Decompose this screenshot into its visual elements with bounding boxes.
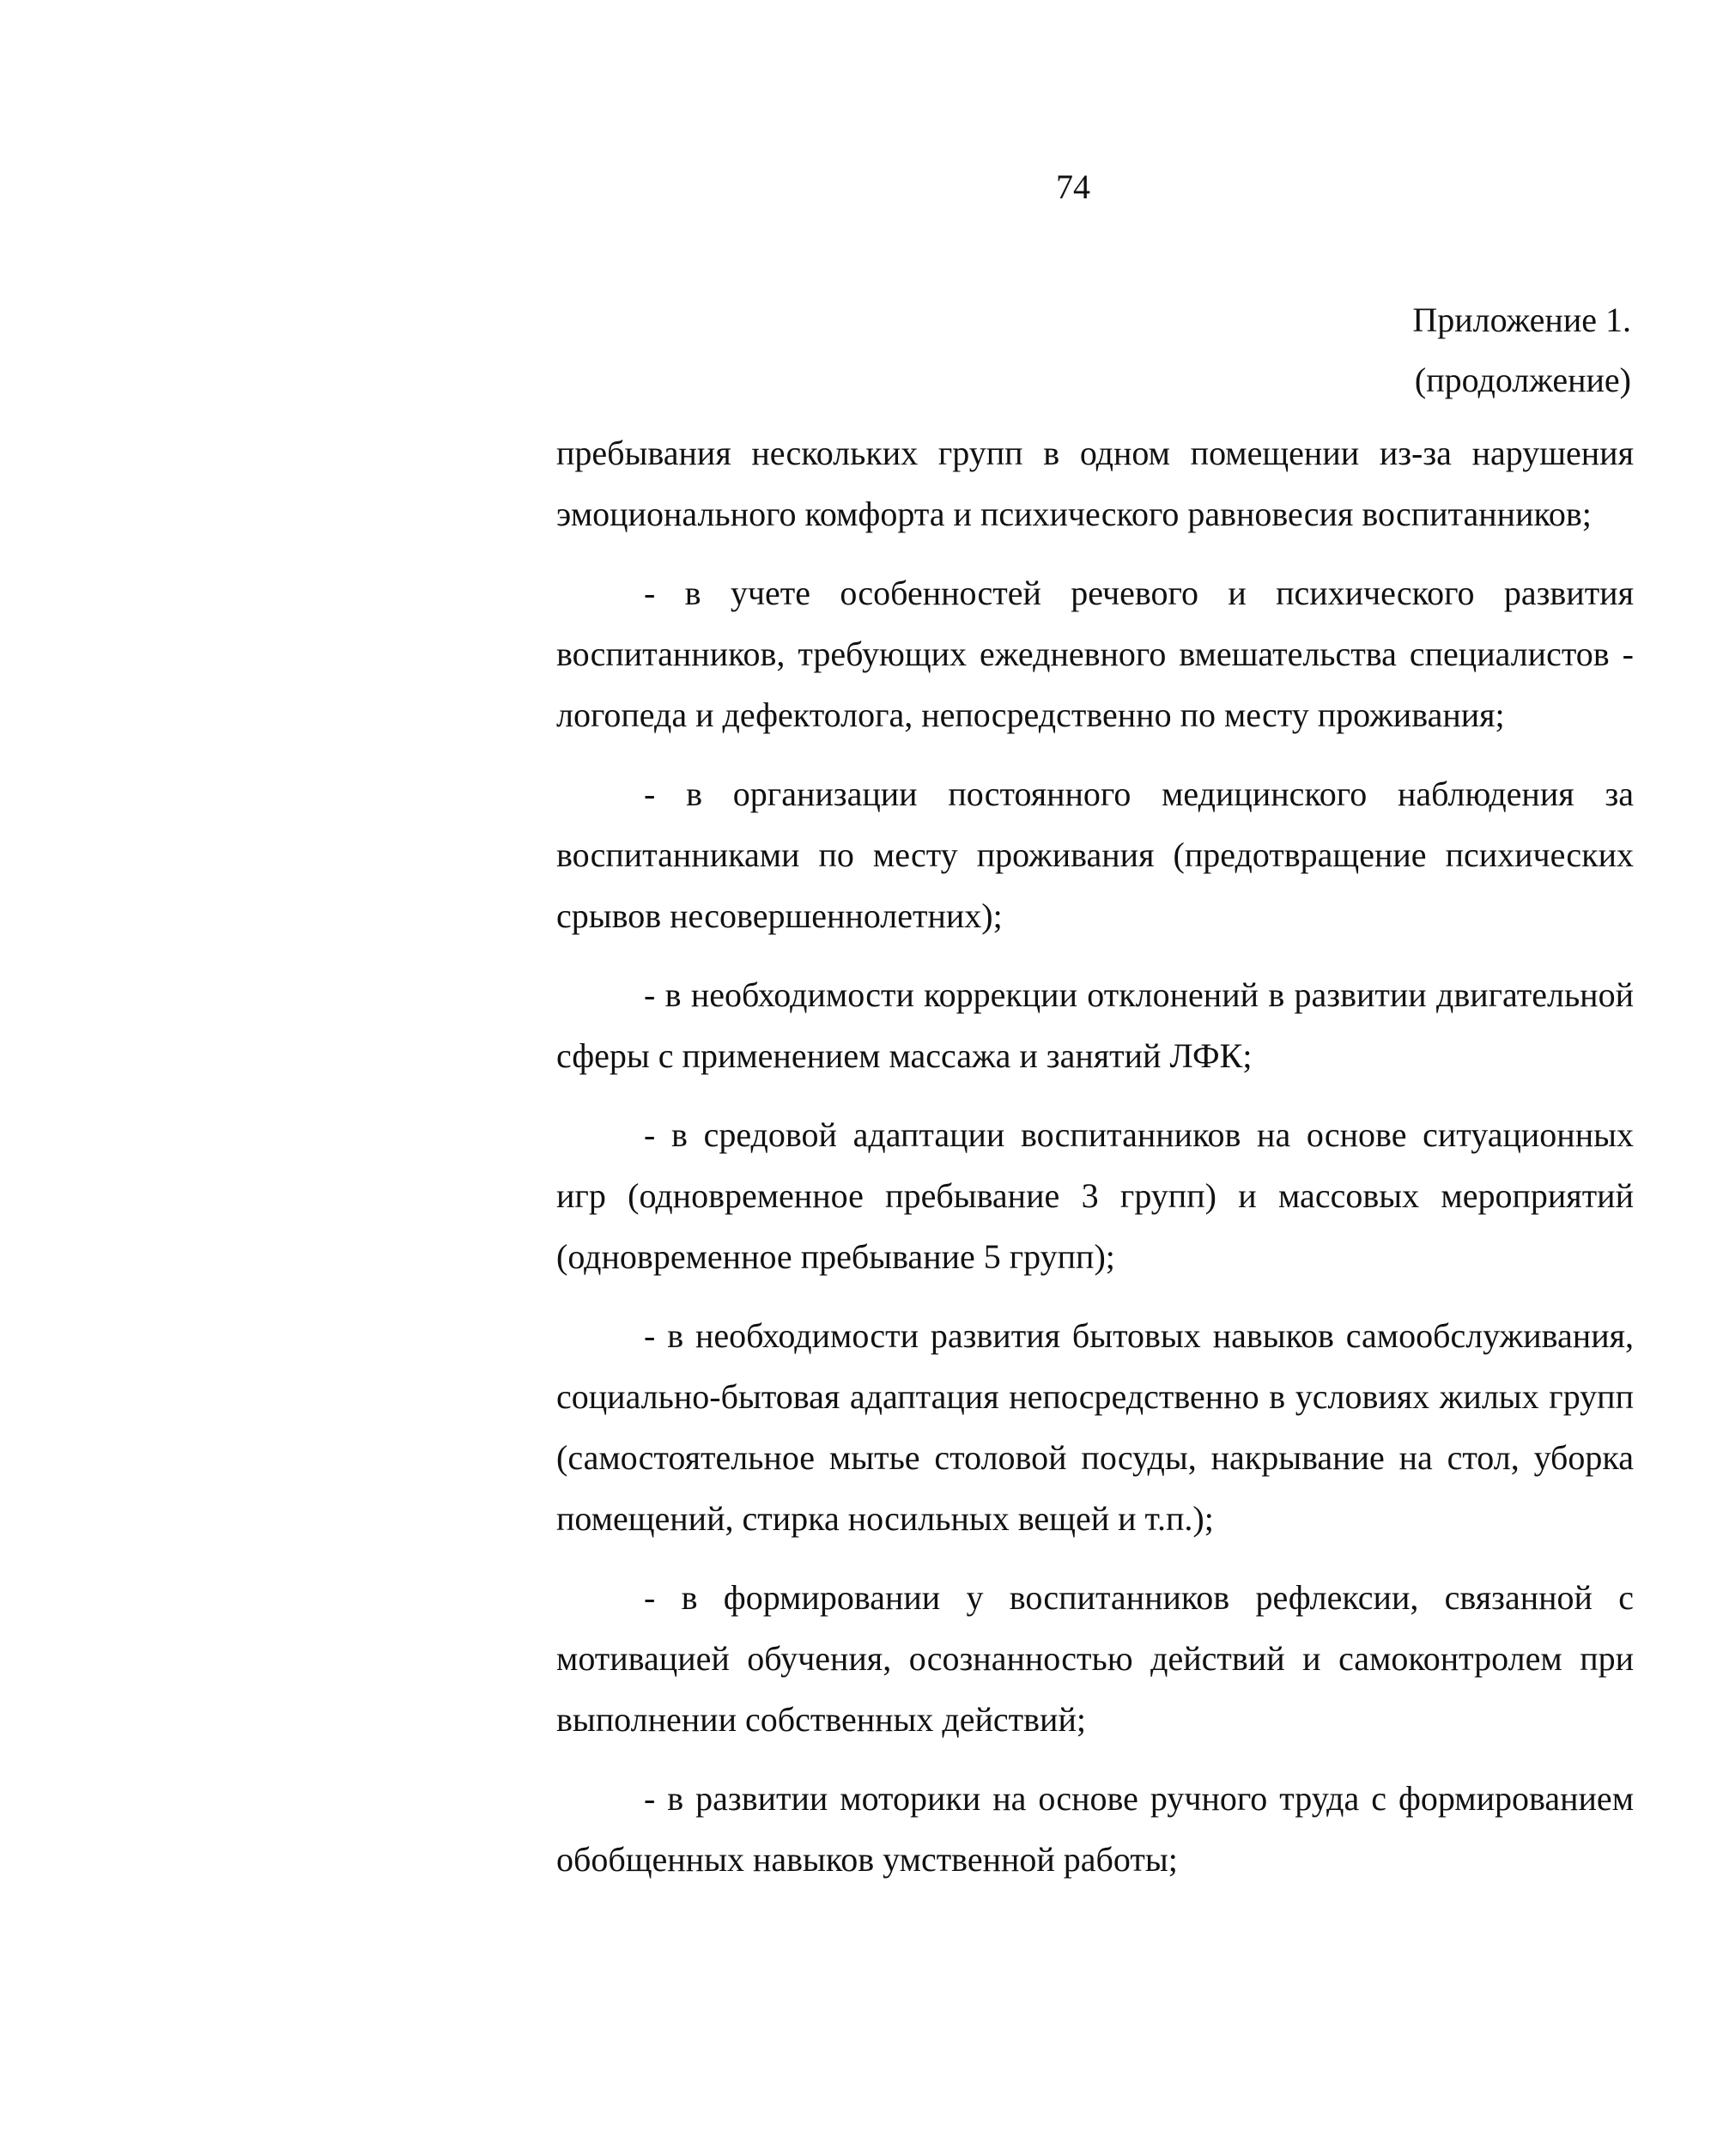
appendix-header — [1030, 290, 1631, 410]
list-item: - в учете особенностей речевого и психического развития воспитанников, требующих ежедневного вмешательства специалистов - логопеда и дефектолога, непосредственно по месту проживания; — [556, 574, 1634, 734]
list-item: - в развитии моторики на основе ручного труда с формированием обобщенных навыков умственной работы; — [556, 1779, 1634, 1879]
list-item: - в средовой адаптации воспитанников на основе ситуационных игр (одновременное пребывание 3 групп) и массовых мероприятий (одновременное пребывание 5 групп); — [556, 1115, 1634, 1276]
body-text — [556, 422, 1634, 1908]
page-number: 74 — [1056, 167, 1090, 206]
appendix-continuation: (продолжение) — [1414, 361, 1631, 399]
list-item: - в необходимости развития бытовых навыков самообслуживания, социально-бытовая адаптация непосредственно в условиях жилых групп (самостоятельное мытье столовой посуды, накрывание на стол, уборка помещений, стирка носильных вещей и т.п.); — [556, 1316, 1634, 1538]
list-item: - в организации постоянного медицинского наблюдения за воспитанниками по месту проживания (предотвращение психических срывов несовершеннолетних); — [556, 774, 1634, 935]
appendix-title: Приложение 1. — [1412, 301, 1631, 339]
paragraph: пребывания нескольких групп в одном помещении из-за нарушения эмоционального комфорта и психического равновесия воспитанников; — [556, 434, 1634, 533]
list-item: - в необходимости коррекции отклонений в развитии двигательной сферы с применением массажа и занятий ЛФК; — [556, 975, 1634, 1075]
list-item: - в формировании у воспитанников рефлексии, связанной с мотивацией обучения, осознанностью действий и самоконтролем при выполнении собственных действий; — [556, 1578, 1634, 1739]
